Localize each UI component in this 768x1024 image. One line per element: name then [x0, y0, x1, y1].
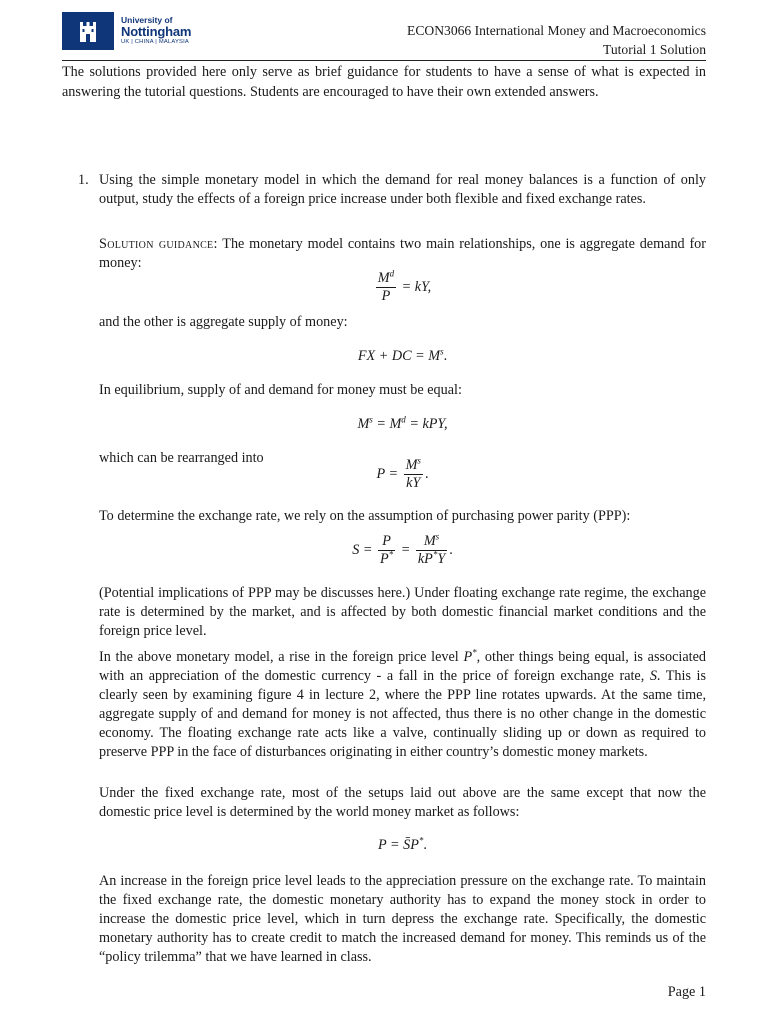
paragraph-rearranged: which can be rearranged into — [99, 450, 264, 466]
paragraph-conclusion: An increase in the foreign price level leads to the appreciation pressure on the exchange rate. To maintain the fixed exchange rate, the domestic monetary authority has to expand the money stock in order to increase the domestic price level, which in turn depress the exchange rate. Specifically, the domestic monetary authority has to create credit to match the increased demand for money. This reminds us of the “policy trilemma” that we have learned in class. — [99, 873, 706, 965]
paragraph-floating-regime: (Potential implications of PPP may be discusses here.) Under floating exchange rate regime, the exchange rate is determined by the market, and is affected by both domestic financial market conditions and the foreign price level. — [99, 585, 706, 639]
solution-guidance-label: Solution guidance: — [99, 236, 218, 252]
page-header — [62, 8, 706, 62]
paragraph-fixed-regime: Under the fixed exchange rate, most of the setups laid out above are the same except that now the domestic price level is determined by the world money market as follows: — [99, 785, 706, 820]
document-title: Tutorial 1 Solution — [603, 42, 706, 57]
equation-fixed-price: P = S̄P*. — [378, 835, 427, 853]
logo-line-1: University of — [121, 15, 173, 26]
paragraph-money-supply: and the other is aggregate supply of money: — [99, 314, 348, 330]
equation-money-supply: FX + DC = $M^s$. — [357, 346, 448, 364]
course-title: ECON3066 International Money and Macroeconomics — [407, 23, 706, 38]
equation-money-demand: $\frac{M^d}{P}$ = kY, — [377, 268, 432, 304]
paragraph-exchange-rate: To determine the exchange rate, we rely on the assumption of purchasing power parity (PPP): — [99, 508, 631, 524]
logo-line-2: Nottingham — [121, 23, 192, 39]
symbol-foreign-price: P — [463, 649, 473, 665]
university-logo — [62, 11, 212, 51]
paragraph-equilibrium: In equilibrium, supply of and demand for money must be equal: — [99, 382, 462, 398]
logo-line-3: UK | CHINA | MALAYSIA — [121, 38, 189, 45]
question-text: Using the simple monetary model in which the demand for real money balances is a function of only output, study the effects of a foreign price increase under both flexible and fixed exchange rates. — [99, 172, 706, 207]
solution-guidance-paragraph — [99, 235, 706, 273]
question-number: 1. — [78, 172, 89, 188]
solution-guidance-text: The monetary model contains two main relationships, one is aggregate demand for money: — [99, 236, 706, 271]
equation-equilibrium: $M^s = M^d$ = kPY, — [357, 414, 448, 432]
paragraph-monetary-model: In the above monetary model, a rise in the foreign price level P*, other things being equal, is associated with an appreciation of the domestic currency - a fall in the price of foreign exchange rate, S. This is clearly seen by examining figure 4 in lecture 2, where the PPP line rotates upwards. At the same time, aggregate supply of and demand for money is not affected, thus there is no other change in the domestic economy. The floating exchange rate acts like a valve, continually sliding up or down as required to preserve PPP in the face of disturbances originating in either country’s domestic money markets. — [99, 647, 706, 760]
intro-paragraph: The solutions provided here only serve as brief guidance for students to have a sense of what is expected in answering the tutorial questions. Students are encouraged to have their own extended answers. — [62, 64, 706, 100]
header-titles — [407, 21, 706, 59]
header-divider — [62, 60, 706, 61]
equation-price-level: P = $\frac{M^s}{kY}$ . — [376, 455, 429, 491]
equation-ppp: S = $\frac{P}{P^*}$ = $\frac{M^s}{kP^*Y}$ . — [352, 531, 453, 567]
symbol-exchange-rate: S — [649, 668, 657, 684]
castle-crest-icon — [62, 12, 114, 50]
page-number: Page 1 — [667, 984, 706, 1000]
